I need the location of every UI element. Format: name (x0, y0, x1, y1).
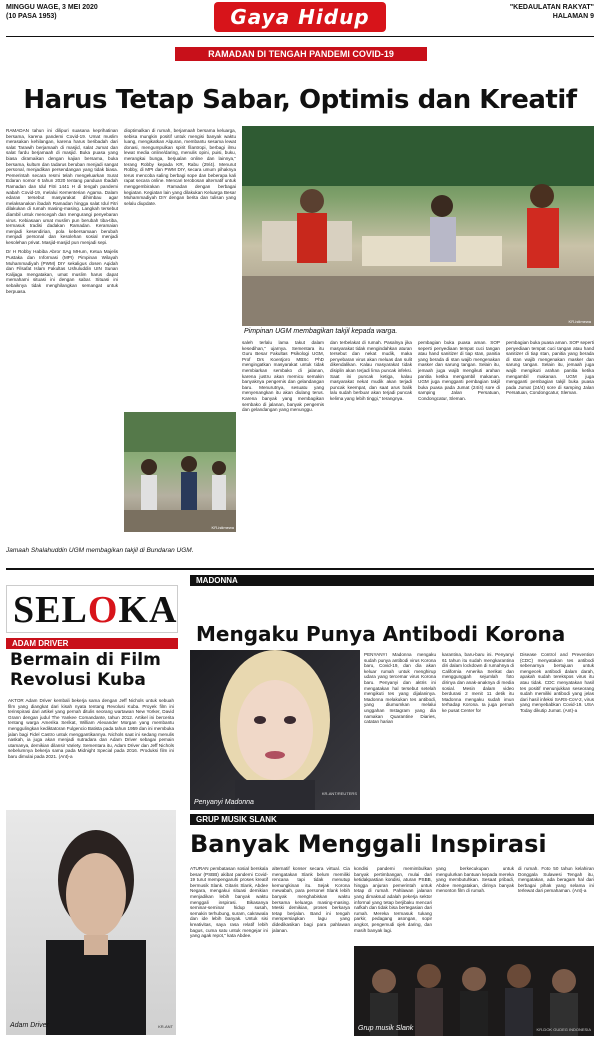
story1-headline: Harus Tetap Sabar, Optimis dan Kreatif (23, 85, 577, 115)
story1-column-5 (418, 340, 500, 560)
photo-credit: KR-istimewa (568, 319, 591, 324)
seloka-logo (6, 585, 178, 633)
story1-paragraph: saleh terlalu lama takut dalam kesedihan," ujarnya. Sementara itu Guru Besar Fakultas Psikologi UGM, Prof Drs Koentjoro MBSc PhD mengingatkan masyarakat untuk tidak membiarkan sembako di jalanan, karena justru akan memicu semakin banyaknya pengemis dan gelandangan baru. Menurutnya, sesuatu yang menyenangkan itu akan diulang terus. Karena banyak yang membagikan sembako di jalanan, banyak pengemis dan gelandangan yang menunggu. (242, 340, 324, 413)
photo-caption: Pimpinan UGM membagikan takjil kepada warga. (244, 328, 398, 335)
madonna-paragraph: PENYANYI Madonna mengaku sudah punya antibodi virus Korona baru, Covid-19, dan dia akan keluar rumah untuk menghirup udara yang tercemar virus Korona baru. Penyanyi dan aktris ini mengatakan hal tersebut setelah mengikuti tes yang dijalaninya. Madonna melakukan tes antibodi, yang diumumkan melalui unggahan Instagram yang dia namakan Quarantine Diaries, catatan harian (364, 652, 436, 725)
photo-illustration (242, 126, 594, 326)
bundaran-ugm-photo (124, 412, 236, 532)
story1-column-6 (506, 340, 594, 560)
issue-date: MINGGU WAGE, 3 MEI 2020 (6, 4, 98, 11)
seloka-kicker: ADAM DRIVER (6, 638, 178, 649)
story1-paragraph: Dr H Robby Habiba Abror SAg MHum, Ketua Majelis Pustaka dan Informasi (MPI) Pimpinan Wilayah Muhammadiyah (PWM) DIY sekaligus dosen Aqidah dan Filsafat Islam Fakultas Ushuluddin UIN Sunan Kalijaga mengatakan, umat muslim harus dapat memahami situasi ini dengan sabar. Situasi ini sebaiknya tidak menghilangkan semangat untuk berpuasa. (6, 249, 118, 294)
madonna-column-3 (520, 652, 594, 808)
story1-column-4 (330, 340, 412, 560)
madonna-paragraph: Disease Control and Prevention (CDC) menyatakan tes antibodi sebenarnya bertujuan untuk mengecek antibodi dalam darah, apakah sudah terekspos virus itu atau tidak. CDC menyatakan hasil tes positif menunjukkan seseorang sudah memiliki antibodi yang jelas dari hasil infeksi SARS-CoV-2, virus yang menyebabkan Covid-19. USA Today dikutip Jumat. (Ant)-a (520, 652, 594, 713)
ugm-takjil-photo (242, 126, 594, 326)
photo-credit: KR-istimewa (211, 525, 234, 530)
slank-column-4 (436, 866, 514, 942)
slank-column-2 (272, 866, 350, 1036)
slank-paragraph: kondisi pandemi memimbulkan banyak pertimbangan, mulai dari ketidakpastian kondisi, aturan PSBB, hingga anjuran pemerintah untuk tetap di rumah. Pahlawan jalanan yang dimaksud adalah pekerja sektor informal yang tetap berjibaku mencari nafkah dan tidak bisa bertegasian dari rumah. Mereka termasuk tukang parkir, pedagang asongan, sopir angkot, pengemudi ojek daring, dan masih banyak lagi. (354, 866, 432, 933)
section-divider (6, 568, 594, 570)
slank-paragraph: di rumah. Foto 50 tahun kelahiran Donggala Sulawesi Tengah itu, mengatakan, ada beragam hal dari berbagai pihak yang selama ini terlewat dari pemahaman. (Ant)-a (518, 866, 594, 894)
slank-headline: Banyak Menggali Inspirasi (190, 830, 547, 858)
adam-driver-photo (6, 810, 176, 1035)
header-divider (6, 36, 594, 37)
paper-info (510, 3, 594, 21)
date-line (6, 3, 98, 21)
madonna-photo (190, 650, 360, 810)
slank-photo (354, 946, 594, 1036)
photo-illustration (190, 650, 360, 810)
madonna-paragraph: karantina, baru-baru ini. Penyanyi 61 tahun itu sudah mengkarantina diri dalam lockdown di rumahnya di California Amerika Serikat dan menggunggah sejumlah foto dirinya dan anak-anaknya di media sosial. Mesin dalam video berdurasi 2 menit 11 detik itu Madonna mengaku sudah imun terhadap Korona. Ia juga pernah ke pusat Center for (442, 652, 514, 713)
story1-kicker: RAMADAN DI TENGAH PANDEMI COVID-19 (175, 47, 427, 61)
paper-name: "KEDAULATAN RAKYAT" (509, 4, 594, 11)
photo-illustration (354, 946, 594, 1036)
story1-paragraph: RAMADAN tahun ini dilipuri suasana keprihatinan bersama, karena pandemi Covid-19. Umat muslim merasakan kehilangan, karena harus beribadah dari salat Tarawih berjamaah di masjid, salat Jumat dan salat fardu berjamaah di masjid. Buka puasa yang biasa diramaikan dengan kajian bersama, buka bersama, kultum dan tadarus beruban menjadi sangat personal, menjadikan persendangan yang tidak biasa. Pemerintah secara resmi telah mengeluarkan Surat Edaran nomor 6 tahun 2020 tentang panduan Ibadah Ramadan dan Idul Fitri 1441 H di tengah pandemi wabah Covid-19, melalui Kementerian Agama. Dalam edaran tersebut masyarakat dihimbau agar melaksanakan ibadah Ramadan hingga salat Idul Fitri dilakukan di rumah masing-masing. Langkah tersebut diambil untuk mencegah dan mengurangi penyebaran virus. Kebiasaan umat muslim pun berubah tiba-tiba, termasuk tradisi dadakan Ramadan. Keramaian menjadi kesendirian, pola kebersamaan berubah menjadi personal dan kesolehan sosial menjadi kesolehan privat. Masjid-masjid pun menjadi sepi. (6, 128, 118, 245)
story1-paragraph: pembagian buka puasa aman. SOP seperti penyediaan tempat cuci tangan atau hand sanitizer di tiap stan, panitia yang berada di stan wajib mengenakan masker dan sarung tangan. Selain itu, jemaah juga wajib mengikuti arahan panitia ketika mengambil makanan. UGM juga mengganti pembagian takjil buka puasa pada Jumat (24/4) sore di samping Jalan Persatuan, Condongcatur, Sleman. (418, 340, 500, 401)
madonna-column-2 (442, 652, 514, 808)
slank-column-3 (354, 866, 432, 942)
seloka-body (8, 698, 174, 806)
page-number: HALAMAN 9 (552, 13, 594, 20)
photo-caption: Adam Driver (10, 1022, 49, 1029)
section-logo: Gaya Hidup (214, 2, 386, 32)
slank-paragraph: yang berkecukupan untuk mengulurkan bantuan kepada mereka yang membutuhkan. Sesaat pribadi, Abdee mengatakan, dirinya banyak menonton film di rumah. (436, 866, 514, 894)
slank-paragraph: alternatif konser secara virtual. Cia mengatakan Slank belum memiliki rencana tapi tidak menutup kemungkinan itu. Sejak Korona mewabah, para personel Slank lebih banyak menghabiskan waktu bersama keluarga masing-masing. Meski demikian, proses berkarya tetap berjalan. Band ini tengah mempersiapkan lagu yang didedikasikan bagi para pahlawan jalanan. (272, 866, 350, 933)
story1-column-3 (242, 340, 324, 560)
issue-javanese-date: (10 PASA 1953) (6, 13, 57, 20)
photo-credit: KR-DOK GUDEG INDONESIA (536, 1027, 591, 1032)
madonna-kicker: MADONNA (190, 575, 594, 586)
seloka-headline: Bermain di Film Revolusi Kuba (10, 650, 161, 690)
photo-illustration (124, 412, 236, 532)
seloka-logo-text: SELOKA (13, 589, 178, 631)
photo-caption: Jamaah Shalahuddin UGM membagikan takjil di Bundaran UGM. (6, 547, 194, 554)
photo-credit: KR-ANT (158, 1024, 173, 1029)
photo-caption: Grup musik Slank (358, 1025, 414, 1032)
photo-caption: Penyanyi Madonna (194, 799, 254, 806)
story1-paragraph: dioptimalkan di rumah, berjamaah bersama keluarga, sebisa mungkin positif untuk mengisi banyak waktu luang, mengikatkan Alquran, membantu sesama lewat donasi, mengumpulkan spirit filantropi, berbagi ilmu lewat media online/daring, menulis opini, puisi, buku, merangkai bunga, berjualan online dan lainnya," terang Robby kepada KR, Rabu (29/4). Menurut Robby, di MPI dan PWM DIY, secara umum pihaknya terus mencoba saling berbagi sope dan beberapa kali rapat secara online. Mencari terobosan alternatif untuk menggembirakan Ramadan dengan berbagai kegiatan. Kegiatan lain yang dilakukan Keluarga Besar Muhammadiyah DIY dengan berita dan tulisan yang selalu diupdate. (124, 128, 236, 206)
slank-kicker: GRUP MUSIK SLANK (190, 814, 594, 825)
madonna-headline: Mengaku Punya Antibodi Korona (196, 622, 566, 646)
story1-column-2 (124, 128, 236, 408)
story1-column-1 (6, 128, 118, 558)
story1-paragraph: pembagian buka puasa aman. SOP seperti penyediaan tempat cuci tangan atau hand sanitizer di tiap stan, panitia yang berada di stan wajib mengenakan masker dan sarung tangan. Selain itu, jemaah juga wajib mengikuti arahan panitia ketika mengambil makanan. UGM juga mengganti pembagian takjil buka puasa pada Jumat (24/4) sore di samping Jalan Persatuan, Condongcatur, Sleman. (506, 340, 594, 396)
photo-credit: KR-ANT/REUTERS (321, 791, 357, 796)
madonna-column-1 (364, 652, 436, 808)
slank-column-5 (518, 866, 594, 942)
slank-paragraph: ATURAN pembatasan sosial berskala besar (PSBB) akibat pandemi Covid-19 turut mempengaruhi proses kreatif bermusik Slank. Gitaris Slank, Abdee Negara, mengakui situasi demikian menjadikan lebih banyak waktu menggali inspirasi. Bikasanya seminar-seminar hidup susah, semakin terhubung, suram, cakrawala dan ide lebih banyak. Untuk sisi kreativitas, saya rasa relatif lebih bagus, cuma satu untuk mengejar ini yang agak repot," kata Abdee. (190, 866, 268, 939)
story1-paragraph: dan terbelakat di rumah. Pasalnya jika masyarakat tidak mengindahkan aturan tersebut dan nekat mudik, maka penyebaran virus akan meluas dan sulit dikendalikan. Kalau masyarakat tidak disiplin akan terjadi lima puncak infeksi. Saat ini puncak ketiga, kalau masyarakat nekat mudik akan terjadi puncak keempat, dan saat arus balik lalu sudah berbuar akan terjadi puncak kelima yang lebih tinggi," terangnya. (330, 340, 412, 401)
slank-column-1 (190, 866, 268, 1036)
seloka-paragraph: AKTOR Adam Driver kembali bekerja sama dengan Jeff Nichols untuk sebuah film yang diangkat dari kisah nyata tentang Revolusi Kuba. Proyek film ini terinspirasi dari artikel yang pernah ditulis seorang wartawan New Yorker, David Grann dengan judul The Yankee Comandante, tahun 2012. Artikel ini bercerita tentang warga Amerika Serikat, William Alexander Morgan yang membantu menggulingkan kediktatoran Fulgencio Batista pada tahun 1959 dan ini membuka jalan bagi Fidel Castro untuk menggantikannya. Nichols saat ini sedang menulis naskah, ia juga akan menjadi sutradara dan Adam Driver sebagai pemain utamanya, demikian dilansir Variety. Sementara itu, Adam Driver dan Jeff Nichols sebelumnya bekerja sama pada Midnight Special pada 2016. Produksi film ini baru dimulai pada 2021. (Ant)-a (8, 698, 174, 759)
photo-illustration (6, 810, 176, 1035)
